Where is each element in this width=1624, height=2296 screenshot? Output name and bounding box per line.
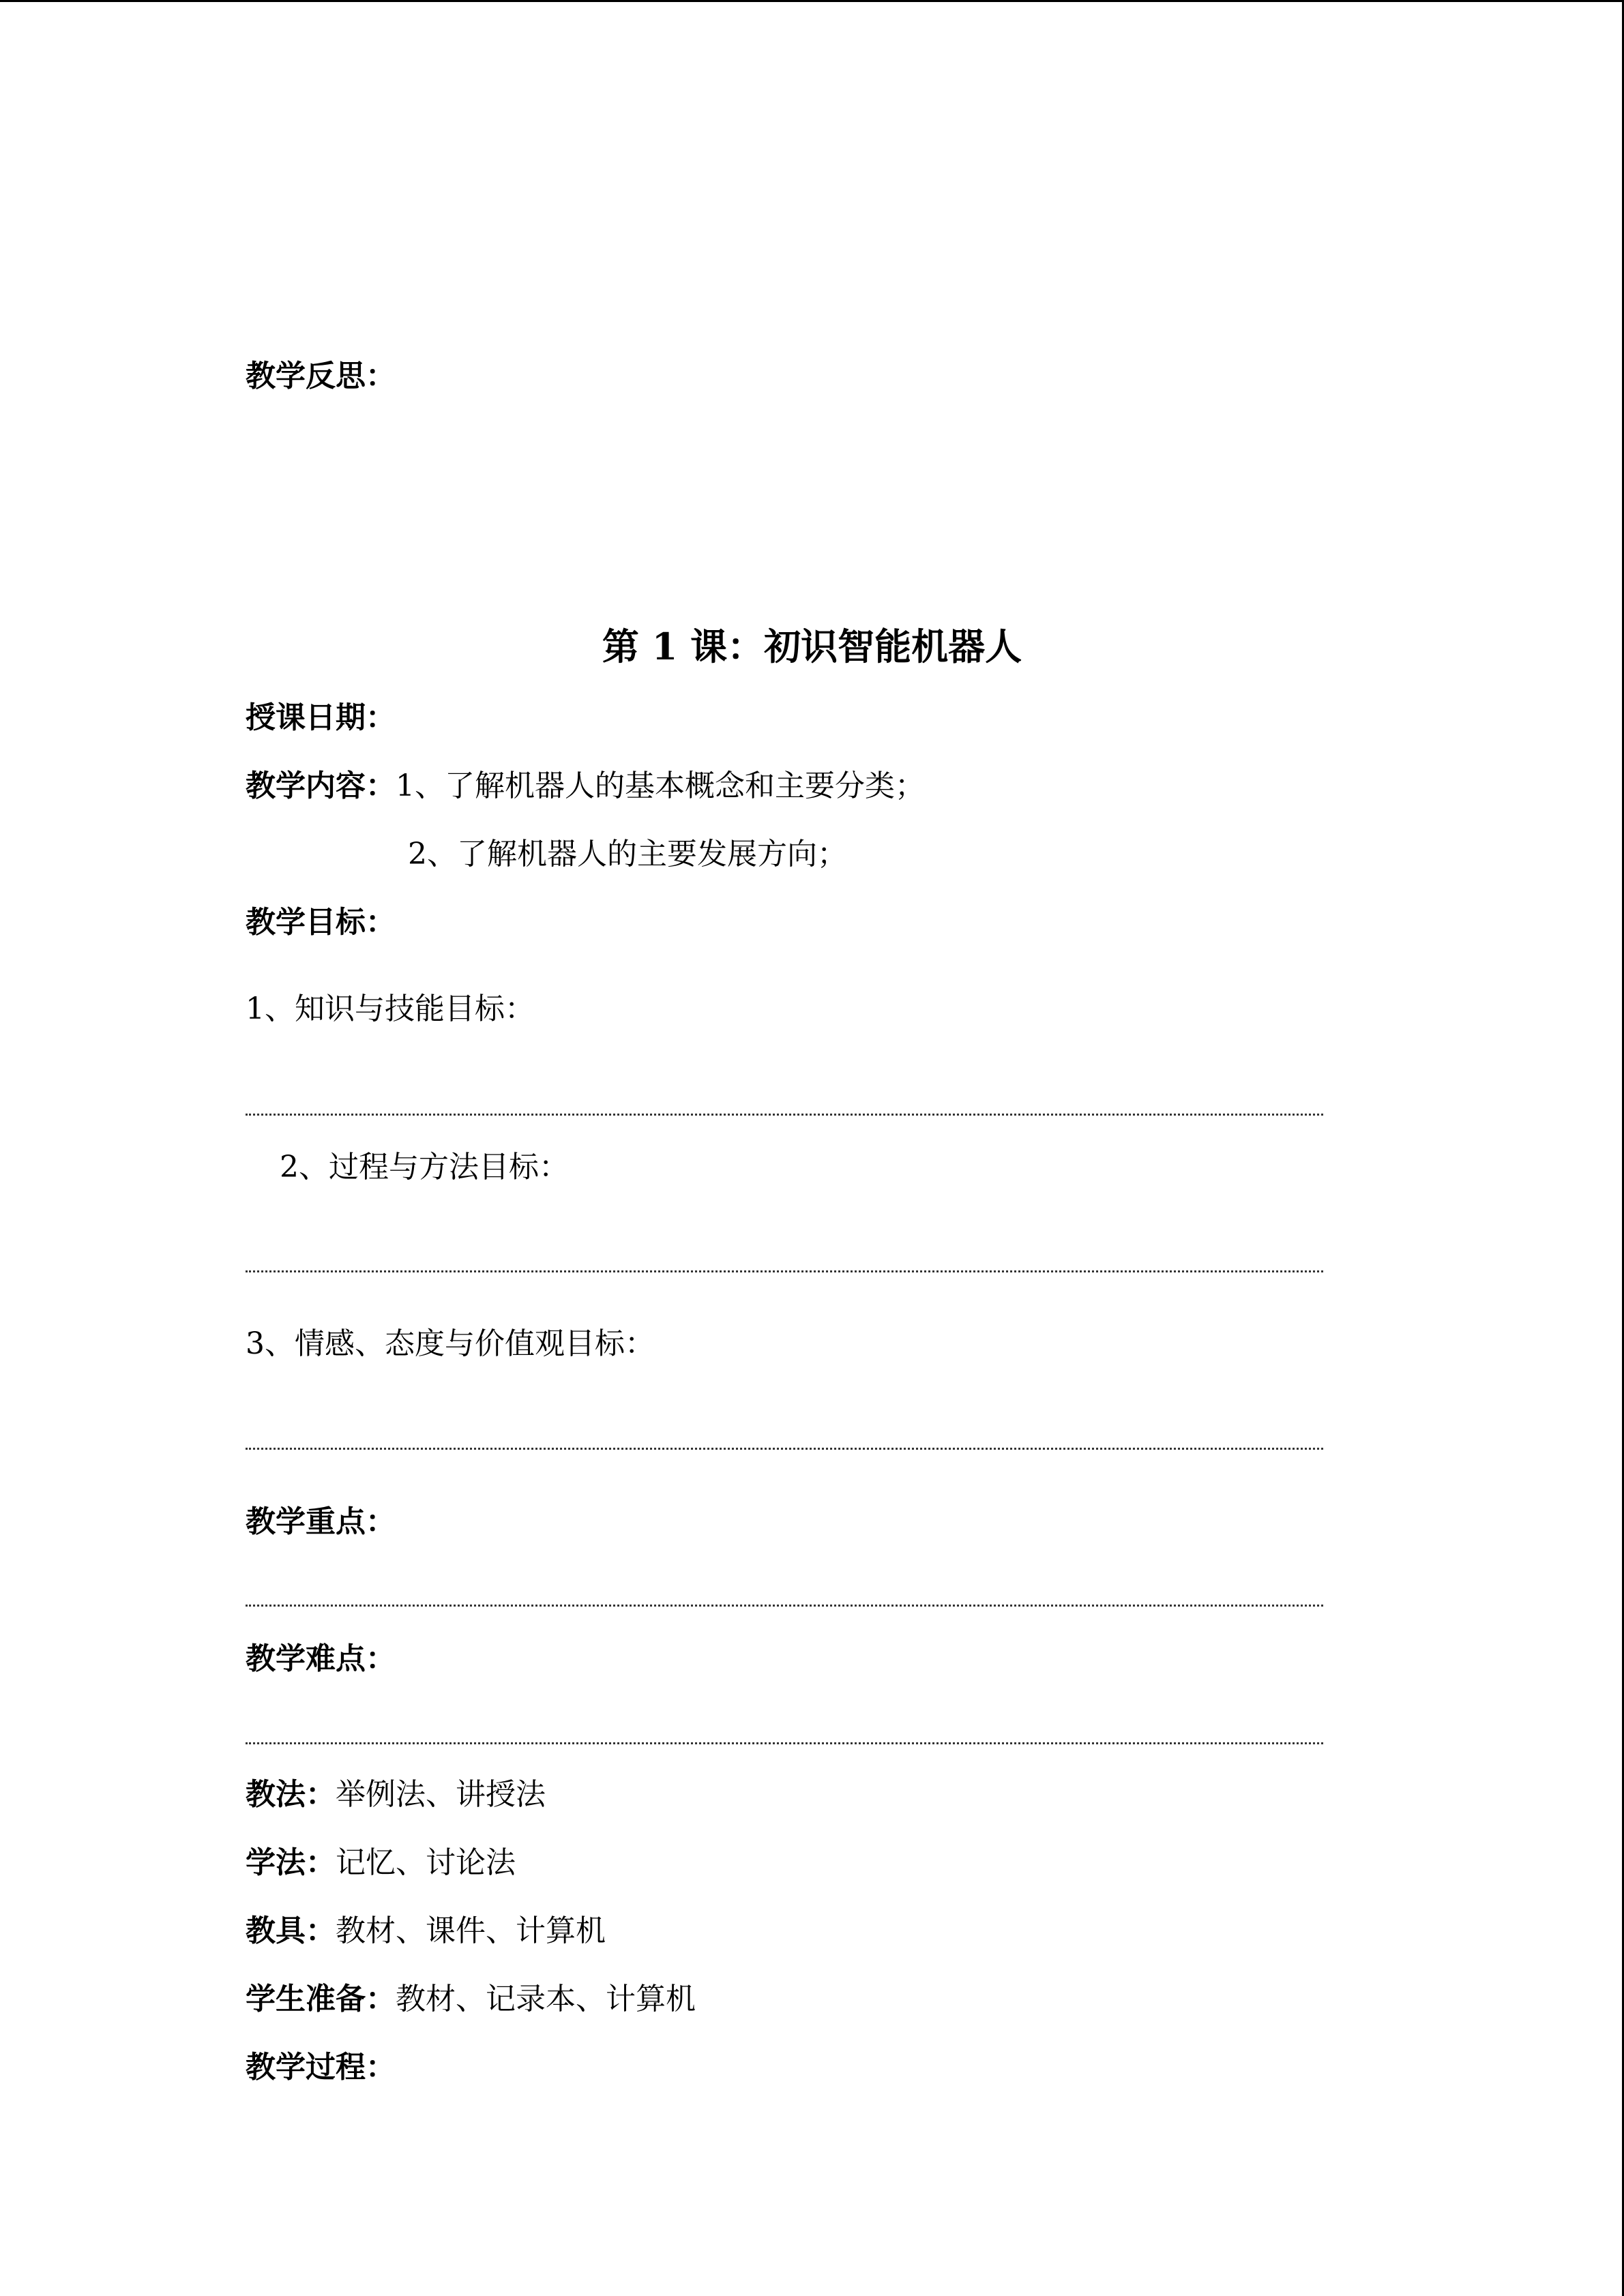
key-points-label: 教学重点： [246,1504,396,1539]
reflection-label: 教学反思： [246,359,396,393]
teaching-method-value: 举例法、讲授法 [336,1777,546,1812]
objectives-label: 教学目标： [246,905,396,940]
student-prep-label: 学生准备： [246,1982,396,2016]
learning-method-label: 学法： [246,1845,336,1880]
answer-line-knowledge [246,1114,1323,1116]
teaching-method-label: 教法： [246,1777,336,1812]
teaching-aids-label: 教具： [246,1913,336,1948]
answer-line-emotion [246,1448,1323,1450]
student-prep-value: 教材、记录本、计算机 [396,1982,696,2016]
objective-process: 2、过程与方法目标： [280,1150,569,1184]
answer-line-process [246,1270,1323,1272]
date-label: 授课日期： [246,700,396,735]
student-prep-row [246,1980,696,2018]
page-top-border [0,0,1624,2]
content-item-1: 1、了解机器人的基本概念和主要分类； [396,769,925,803]
teaching-aids-row [246,1912,606,1950]
learning-method-row [246,1844,516,1882]
content-row [246,767,925,805]
learning-method-value: 记忆、讨论法 [336,1845,516,1880]
teaching-method-row [246,1776,546,1814]
answer-line-difficulties [246,1742,1323,1744]
lesson-title: 第 1 课：初识智能机器人 [602,625,1022,668]
objective-emotion: 3、情感、态度与价值观目标： [246,1326,655,1361]
content-item-2: 2、了解机器人的主要发展方向； [408,837,847,871]
objective-knowledge: 1、知识与技能目标： [246,992,535,1026]
content-label: 教学内容： [246,769,396,803]
teaching-aids-value: 教材、课件、计算机 [336,1913,606,1948]
difficulties-label: 教学难点： [246,1641,396,1676]
process-label: 教学过程： [246,2050,396,2085]
answer-line-key-points [246,1605,1323,1607]
